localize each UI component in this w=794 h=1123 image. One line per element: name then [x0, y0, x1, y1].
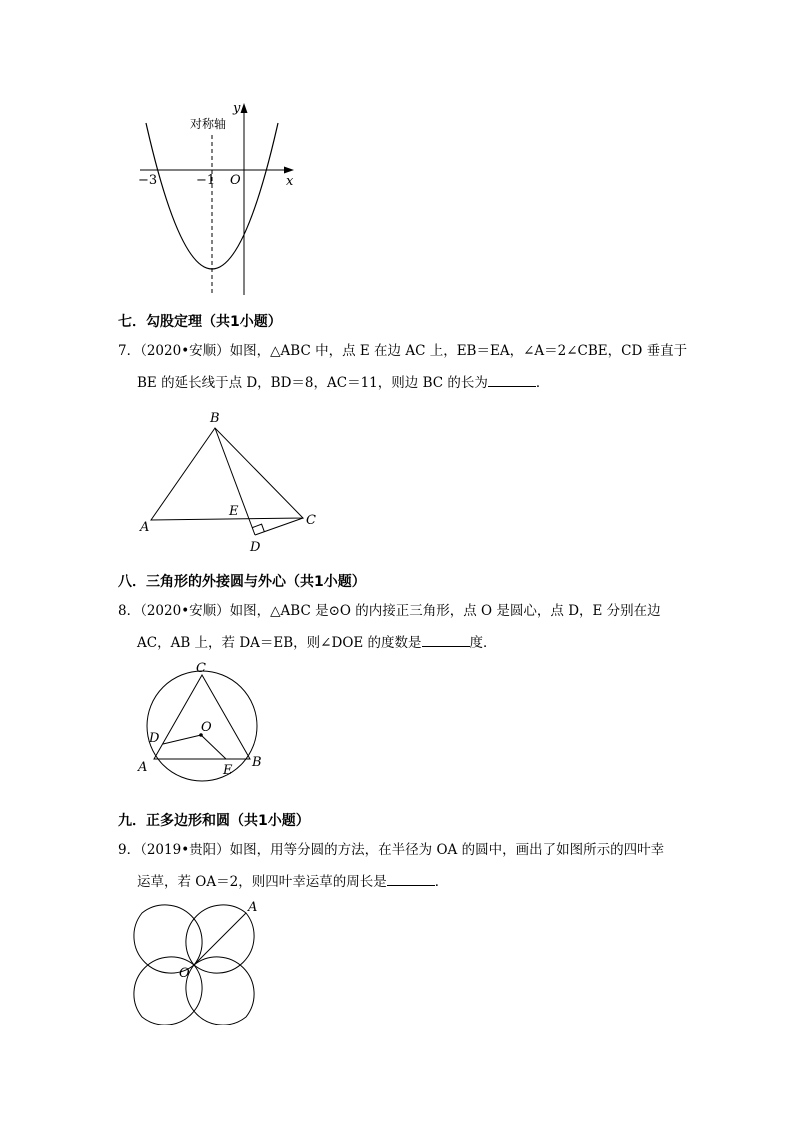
question-8-number: 8．: [118, 603, 141, 619]
segment-oe: [201, 735, 226, 759]
question-9-line2: [118, 866, 688, 898]
question-8-line2: [118, 627, 688, 659]
answer-blank-9[interactable]: [387, 871, 435, 886]
y-axis-label: y: [233, 101, 241, 116]
tick-label-neg3: −3: [138, 173, 158, 188]
question-8: [118, 595, 688, 659]
question-7-source: （2020•安顺）: [140, 343, 230, 359]
label-e: E: [229, 504, 239, 519]
question-9-source: （2019•贵阳）: [140, 842, 230, 858]
question-7-text1: 如图，△ABC 中，点 E 在边 AC 上，EB＝EA，∠A＝2∠CBE，CD 垂直于: [229, 343, 688, 359]
clover-figure-9: [130, 895, 270, 1025]
question-8-text1: 如图，△ABC 是⊙O 的内接正三角形，点 O 是圆心，点 D，E 分别在边: [229, 603, 661, 619]
question-8-text2: AC，AB 上，若 DA＝EB，则∠DOE 的度数是: [137, 635, 422, 651]
right-angle-marker: [252, 524, 264, 531]
question-7-text2: BE 的延长线于点 D，BD＝8，AC＝11，则边 BC 的长为: [137, 375, 488, 391]
label-d: D: [149, 731, 160, 746]
label-c: C: [196, 661, 206, 676]
symmetry-axis-label: 对称轴: [190, 117, 227, 131]
question-8-text2-end: 度．: [469, 635, 497, 651]
question-8-line1: [118, 595, 688, 627]
answer-blank-8[interactable]: [422, 632, 470, 647]
question-9-number: 9．: [118, 842, 141, 858]
triangle-figure-7: [135, 405, 335, 555]
label-o: O: [179, 966, 190, 981]
x-axis-arrow: [284, 167, 294, 174]
question-9: [118, 834, 688, 898]
question-9-text2: 运草，若 OA＝2，则四叶幸运草的周长是: [137, 874, 387, 890]
question-7-text2-end: ．: [535, 375, 550, 391]
question-7-number: 7．: [118, 343, 141, 359]
label-b: B: [210, 411, 220, 426]
origin-label: O: [230, 173, 241, 188]
question-9-text2-end: ．: [434, 874, 449, 890]
triangle-abc: [151, 428, 303, 520]
label-a: A: [140, 520, 150, 535]
label-o: O: [201, 720, 212, 735]
section-7-title: 七．勾股定理（共1小题）: [118, 314, 282, 330]
label-e: E: [223, 763, 233, 778]
label-a: A: [248, 900, 258, 915]
question-7-line1: [118, 335, 688, 367]
section-9-title: 九．正多边形和圆（共1小题）: [118, 813, 310, 829]
label-c: C: [306, 513, 316, 528]
section-8-title: 八．三角形的外接圆与外心（共1小题）: [118, 574, 366, 590]
question-8-source: （2020•安顺）: [140, 603, 230, 619]
circle-figure-8: [130, 660, 270, 785]
y-axis-arrow: [241, 103, 248, 113]
question-9-text1: 如图，用等分圆的方法，在半径为 OA 的圆中，画出了如图所示的四叶幸: [229, 842, 665, 858]
label-d: D: [250, 540, 261, 555]
label-b: B: [252, 755, 262, 770]
segment-od: [163, 735, 201, 744]
answer-blank-7[interactable]: [488, 372, 536, 387]
parabola-graph: [130, 95, 320, 300]
question-7: [118, 335, 688, 399]
x-axis-label: x: [286, 174, 294, 189]
label-a: A: [138, 760, 148, 775]
tick-label-neg1: −1: [196, 173, 216, 188]
triangle-abc: [154, 675, 250, 759]
question-9-line1: [118, 834, 688, 866]
question-7-line2: [118, 367, 688, 399]
